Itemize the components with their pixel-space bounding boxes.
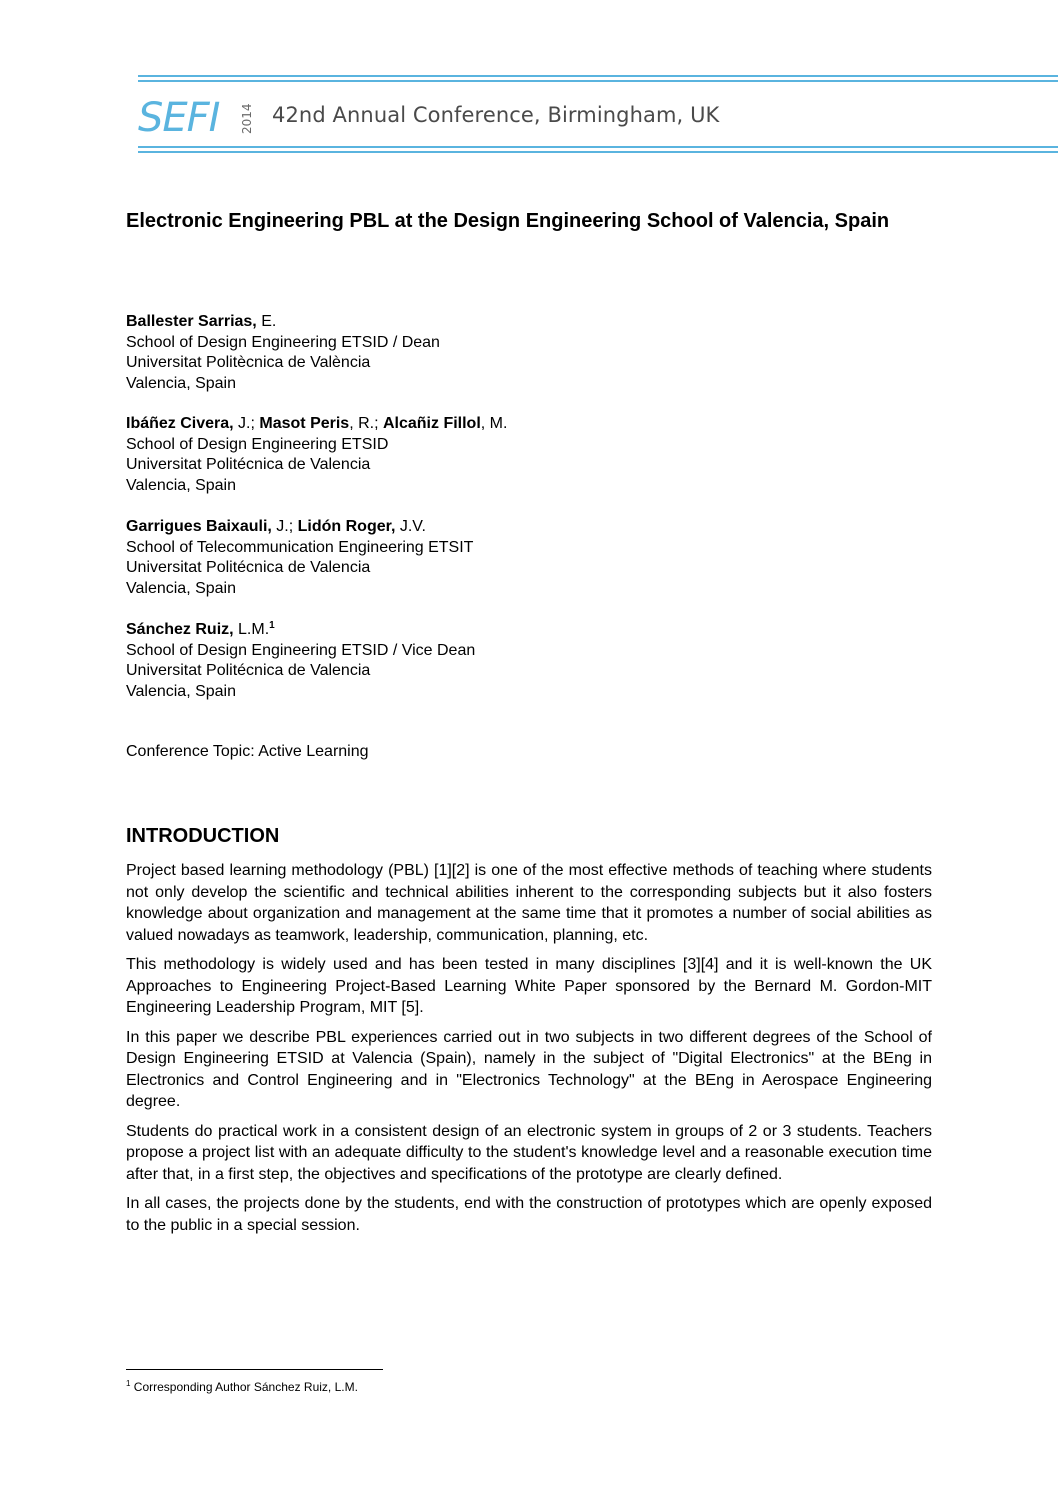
author-names: Ballester Sarrias, E. xyxy=(126,313,277,330)
affiliation-line: Universitat Politécnica de Valencia xyxy=(126,456,371,473)
paragraph: Project based learning methodology (PBL) [1][2] is one of the most effective methods of teaching where students not only develop the scientific and technical abilities inherent to the corresponding subjects but it also fosters knowledge about organization and management at the same time that it promotes a number of social abilities as valued nowadays as teamwork, leadership, communication, planning, etc. xyxy=(126,862,932,944)
conference-title: 42nd Annual Conference, Birmingham, UK xyxy=(272,103,720,127)
author-block-4 xyxy=(126,620,475,702)
affiliation-line: School of Telecommunication Engineering ETSIT xyxy=(126,538,474,556)
sefi-logo xyxy=(138,96,258,138)
affiliation-line: Universitat Politécnica de Valencia xyxy=(126,559,371,576)
paragraph: In this paper we describe PBL experiences carried out in two subjects in two different degrees of the School of Design Engineering ETSID at Valencia (Spain), namely in the subject of "Digital Electronics" at the BEng in Electronics and Control Engineering and in "Electronics Technology" at the BEng in Aerospace Engineering degree. xyxy=(126,1028,932,1110)
header-rule-top-2 xyxy=(138,80,1058,82)
logo-text: SEFI xyxy=(138,96,220,138)
paragraph: Students do practical work in a consistent design of an electronic system in groups of 2 or 3 students. Teachers propose a project list with an adequate difficulty to the student's knowledge level and a reasonable execution time after that, in a first step, the objectives and specifications of the prototype are clearly defined. xyxy=(126,1122,932,1183)
affiliation-line: Valencia, Spain xyxy=(126,682,236,700)
author-names: Sánchez Ruiz, L.M.$^1$ xyxy=(126,620,275,638)
header-rule-bottom-2 xyxy=(138,151,1058,153)
logo-year: 2014 xyxy=(240,103,254,134)
author-block-3 xyxy=(126,517,473,599)
affiliation-line: School of Design Engineering ETSID xyxy=(126,435,389,453)
affiliation-line: Valencia, Spain xyxy=(126,579,236,597)
footnote-number: 1 xyxy=(126,1379,131,1388)
paragraph: In all cases, the projects done by the students, end with the construction of prototypes which are openly exposed to the public in a special session. xyxy=(126,1195,932,1234)
section-heading: INTRODUCTION xyxy=(126,825,280,847)
header-rule-top-1 xyxy=(138,75,1058,77)
conference-topic: Conference Topic: Active Learning xyxy=(126,743,369,760)
footnote xyxy=(126,1380,358,1394)
affiliation-line: School of Design Engineering ETSID / Dean xyxy=(126,333,440,351)
affiliation-line: Valencia, Spain xyxy=(126,374,236,392)
author-names: Garrigues Baixauli, J.; Lidón Roger, J.V. xyxy=(126,518,426,535)
footnote-rule xyxy=(126,1369,383,1370)
body-text xyxy=(126,860,932,1244)
header-rule-bottom-1 xyxy=(138,146,1058,148)
footnote-mark: 1 xyxy=(269,620,275,631)
affiliation-line: Universitat Politécnica de Valencia xyxy=(126,662,371,679)
affiliation-line: School of Design Engineering ETSID / Vice Dean xyxy=(126,641,476,659)
paragraph: This methodology is widely used and has been tested in many disciplines [3][4] and it is well-known the UK Approaches to Engineering Project-Based Learning White Paper sponsored by the Bernard M. Gordon-MIT Engineering Leadership Program, MIT [5]. xyxy=(126,956,932,1016)
author-names: Ibáñez Civera, J.; Masot Peris, R.; Alcañiz Fillol, M. xyxy=(126,415,508,432)
affiliation-line: Valencia, Spain xyxy=(126,476,236,494)
footnote-text: Corresponding Author Sánchez Ruiz, L.M. xyxy=(130,1380,358,1394)
paper-title: Electronic Engineering PBL at the Design Engineering School of Valencia, Spain xyxy=(126,210,890,232)
author-block-1 xyxy=(126,312,440,394)
affiliation-line: Universitat Politècnica de València xyxy=(126,354,371,371)
author-block-2 xyxy=(126,414,507,496)
